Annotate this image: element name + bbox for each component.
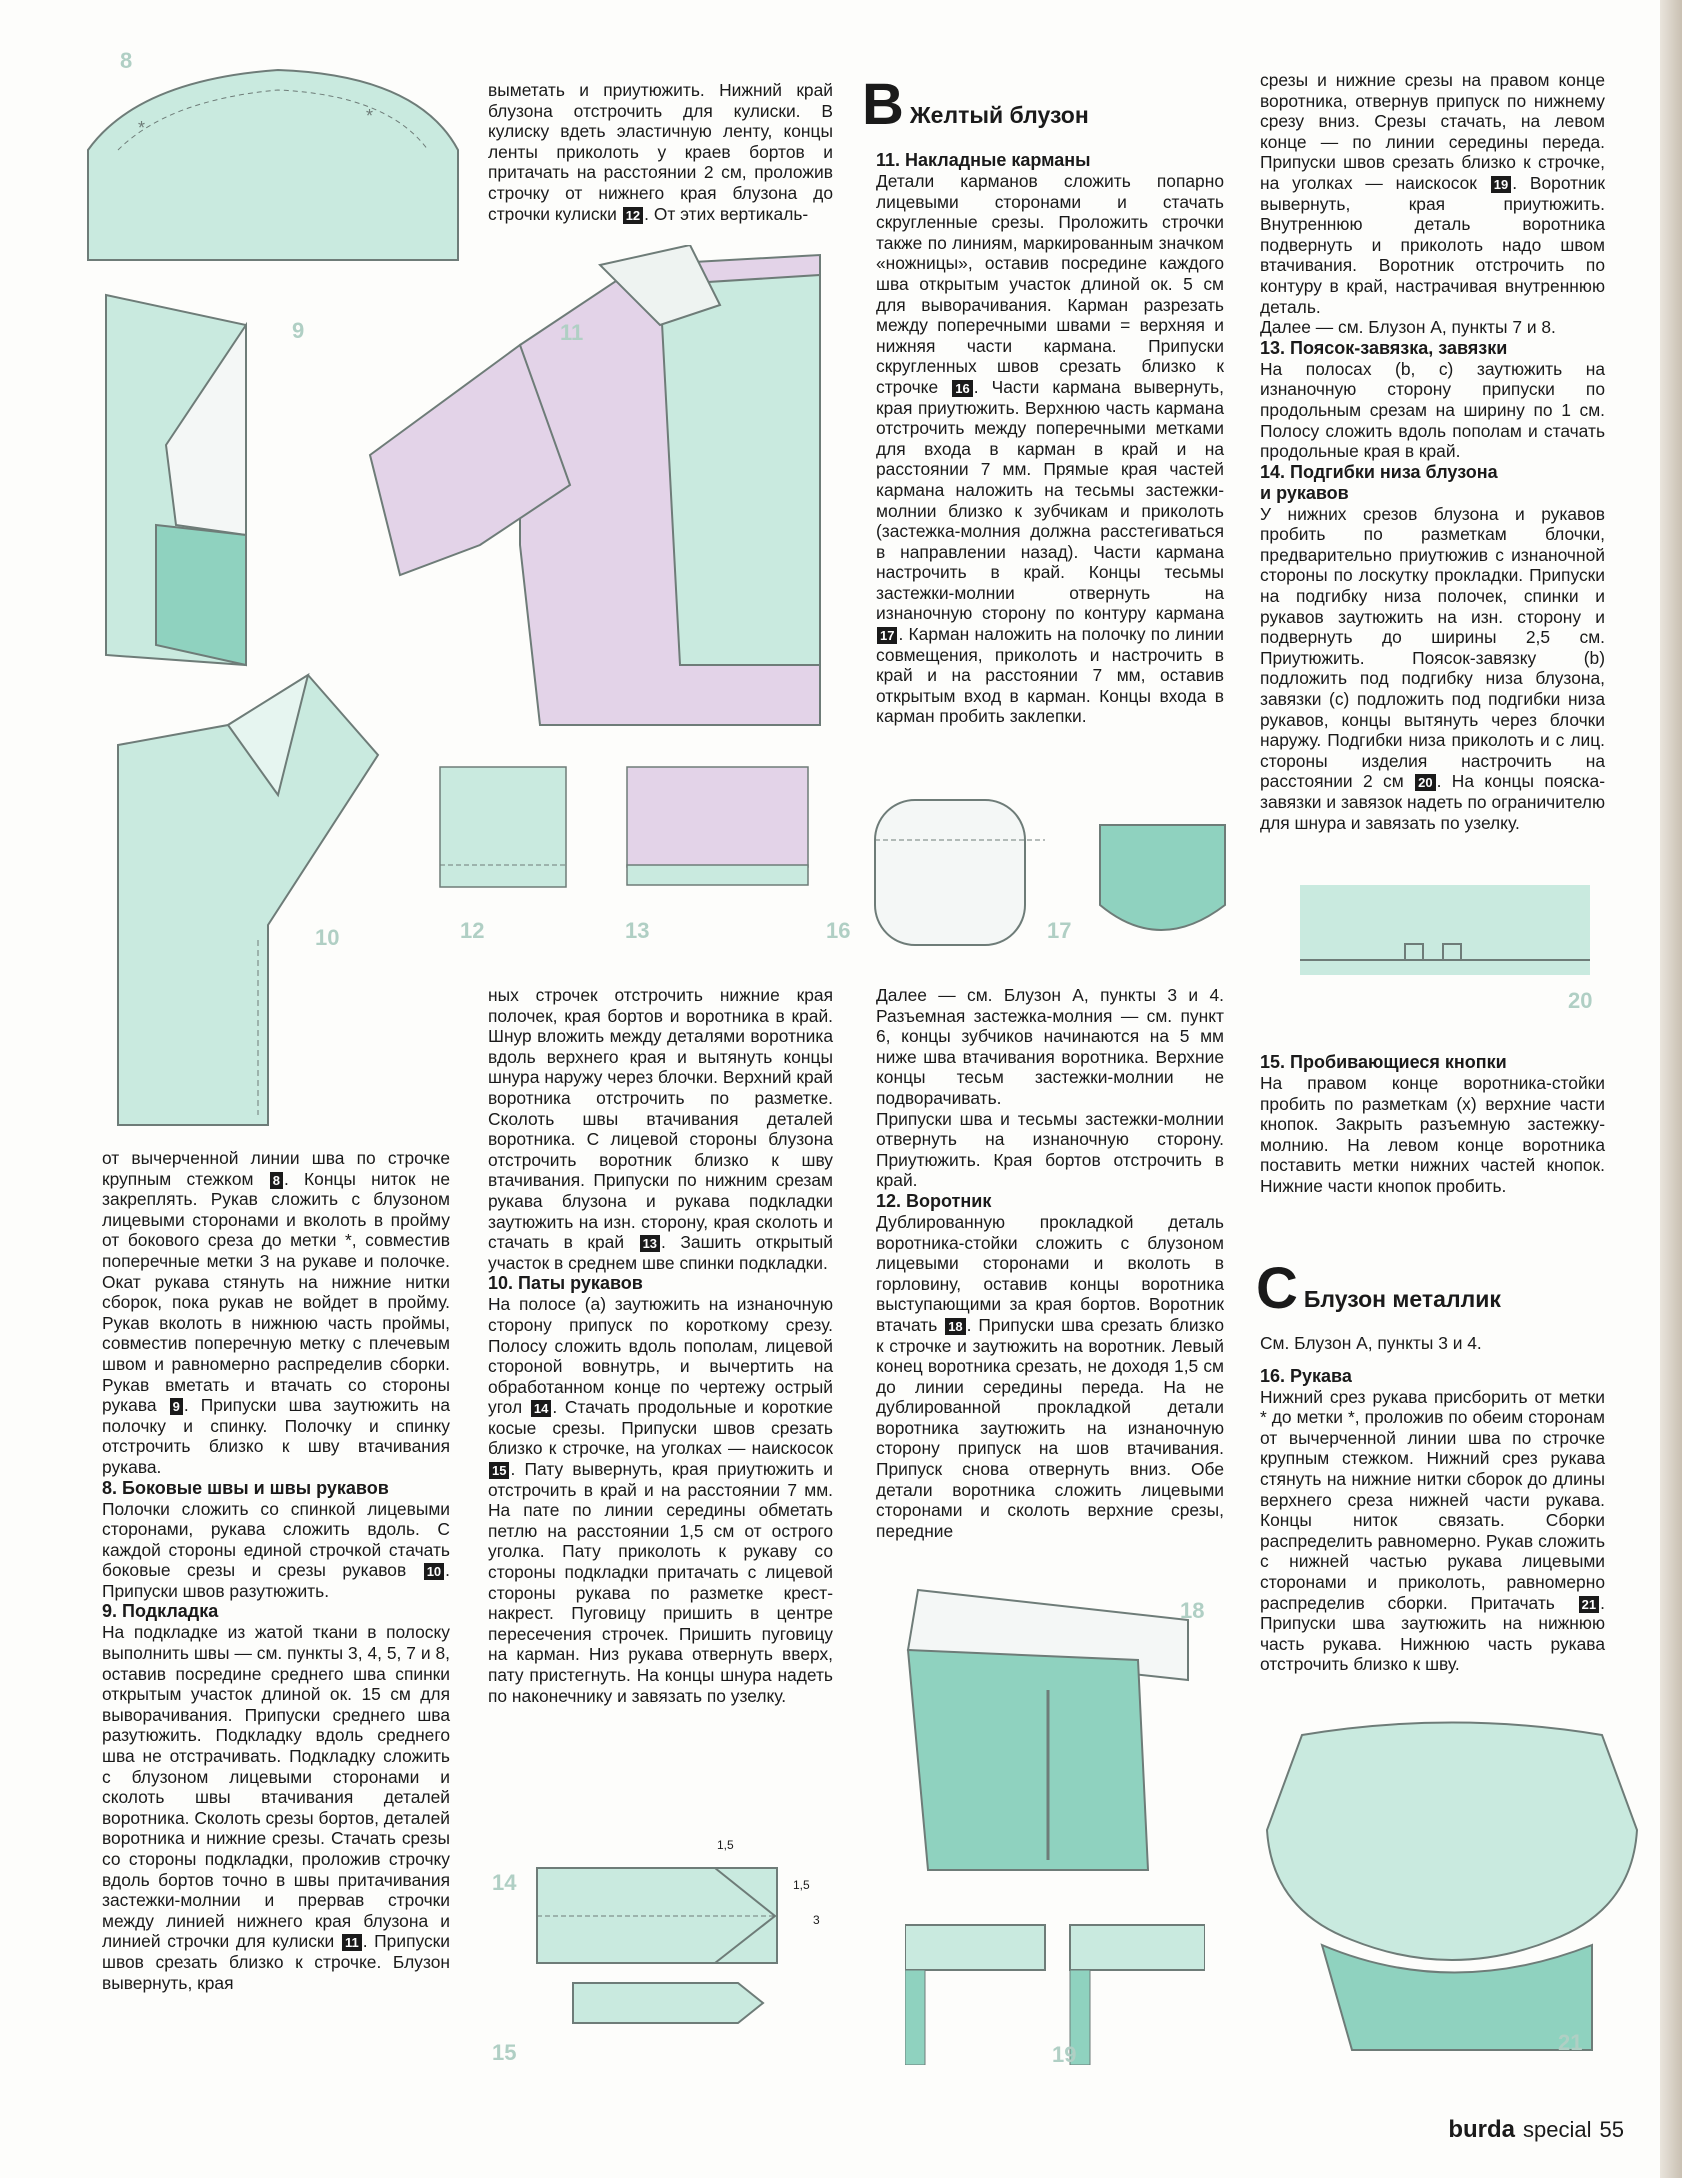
figure-8-sleeve-cap — [78, 50, 478, 270]
paragraph: На правом конце воротника-стойки пробить по разметкам (х) верхние части кнопок. Закрыть разъемную застежку-молнию. На левом конце воротника поставить метки нижних частей кнопок. Нижние части кнопок пробить. — [1260, 1073, 1605, 1196]
text: . От этих вертикаль- — [644, 203, 809, 224]
page-number: 55 — [1599, 2117, 1624, 2142]
figure-label: 10 — [315, 925, 340, 950]
text: Дублированную прокладкой деталь воротника-стойки сложить с блузоном лицевыми сторонами и вколоть в горловину, оставив концы воротника выступающими за края бортов. Воротник втачать — [876, 1211, 1224, 1335]
paragraph — [876, 171, 1224, 727]
figure-label: 13 — [625, 918, 650, 943]
text: . Припуски шва срезать близко к строчке и заутюжить на воротник. Левый конец воротника срезать, не доходя 1,5 см до линии середины переда. На не дублированной прокладкой детали воротника заутюжить на изнаночную сторону припуск на шов втачивания. Припуск снова отвернуть вниз. Обе детали воротника сложить лицевыми сторонами и сколоть верхние срезы, передние — [876, 1314, 1224, 1541]
figure-label: 20 — [1568, 988, 1593, 1013]
figure-ref: 14 — [531, 1400, 551, 1417]
figure-label: 8 — [120, 48, 133, 73]
column-2 — [488, 985, 833, 1706]
text: . На концы пояска-завязки и завязок надеть по ограничителю для шнура и завязать по узелку. — [1260, 771, 1605, 833]
heading-16: 16. Рукава — [1260, 1365, 1352, 1386]
heading-11: 11. Накладные карманы — [876, 150, 1091, 170]
figure-18-collar — [898, 1570, 1208, 1880]
heading-12: 12. Воротник — [876, 1190, 992, 1211]
figure-12-casing — [438, 765, 568, 890]
dimension-label: 1,5 — [793, 1878, 810, 1892]
column-1 — [102, 1148, 450, 1993]
paragraph — [102, 1499, 450, 1602]
text: . Части кармана вывернуть, края приутюжить. Верхнюю часть кармана отстрочить между поперечными метками для входа в карман в край и на расстоянии 7 мм. Прямые края частей кармана наложить на тесьмы застежки-молнии близко к зубчикам и приколоть (застежка-молния должна расстегиваться в направлении назад). Части кармана настрочить в край. Концы тесьмы застежки-молнии отвернуть на изнаночную сторону по контуру кармана — [876, 376, 1224, 624]
figure-ref: 19 — [1491, 176, 1511, 193]
figure-ref: 17 — [877, 627, 897, 644]
figure-13-hem — [625, 765, 810, 890]
magazine-edition: special — [1523, 2117, 1592, 2142]
dimension-label: 3 — [813, 1913, 820, 1927]
figure-ref: 11 — [342, 1934, 362, 1951]
heading-13: 13. Поясок-завязка, завязки — [1260, 337, 1508, 358]
figure-label: 11 — [560, 320, 584, 345]
text: выметать и приутюжить. Нижний край блузона отстрочить для кулиски. В кулиску вдеть эластичную ленту, концы ленты приколоть у краев бортов и притачать на расстоянии 2 см, проложив строчку от нижнего края блузона до строчки кулиски — [488, 80, 833, 224]
figure-label: 14 — [492, 1870, 517, 1895]
svg-text:*: * — [366, 106, 374, 126]
heading-14: 14. Подгибки низа блузона — [1260, 461, 1498, 482]
paragraph — [488, 80, 833, 224]
paragraph — [102, 1148, 450, 1478]
figure-ref: 18 — [945, 1318, 965, 1335]
figure-label: 17 — [1047, 918, 1072, 943]
figure-ref: 15 — [489, 1462, 509, 1479]
figure-ref: 9 — [170, 1398, 183, 1415]
section-letter: B — [862, 72, 904, 137]
figure-ref: 13 — [640, 1235, 660, 1252]
paragraph: Далее — см. Блузон А, пункты 7 и 8. — [1260, 317, 1556, 338]
section-b-heading — [862, 72, 1089, 137]
figure-14-tab — [535, 1838, 835, 1968]
paragraph: Припуски шва и тесьмы застежки-молнии отвернуть на изнаночную сторону. Приутюжить. Края бортов отстрочить в край. — [876, 1108, 1224, 1191]
figure-21-sleeve — [1262, 1710, 1642, 2055]
figure-label: 19 — [1052, 2042, 1077, 2067]
column-3 — [876, 985, 1224, 1541]
heading-15: 15. Пробивающиеся кнопки — [1260, 1052, 1507, 1072]
text: . Стачать продольные и короткие косые срезы. Припуски швов срезать близко к строчке, на уголках — наискосок — [488, 1397, 833, 1459]
column-4-mid — [1260, 1052, 1605, 1197]
section-title: Блузон металлик — [1303, 1286, 1501, 1312]
text: . Карман наложить на полочку по линии совмещения, приколоть и настрочить в край и на расстоянии 7 мм, оставив открытым вход в карман. Концы входа в карман пробить заклепки. — [876, 624, 1224, 727]
figure-ref: 20 — [1415, 774, 1435, 791]
text: . Припуски шва заутюжить на полочку и спинку. Полочку и спинку отстрочить близко к шву втачивания рукава. — [102, 1395, 450, 1477]
paragraph — [488, 985, 833, 1273]
text: Полочки сложить со спинкой лицевыми сторонами, рукава сложить вдоль. С каждой стороны единой строчкой стачать боковые срезы и срезы рукавов — [102, 1498, 450, 1581]
figure-15-tab-finished — [568, 1978, 768, 2028]
figure-20-hem-eyelets — [1295, 880, 1595, 1015]
heading-10: 10. Паты рукавов — [488, 1273, 643, 1294]
figure-label: 12 — [460, 918, 485, 943]
figure-ref: 12 — [623, 207, 643, 224]
text: срезы и нижние срезы на правом конце воротника, отвернув припуск по нижнему срезу вниз. Срезы стачать, на левом конце — по линии середины переда. Припуски швов срезать близко к строчке, на уголках — наискосок — [1260, 70, 1605, 193]
section-letter: C — [1256, 1256, 1298, 1321]
figure-11-jacket — [360, 245, 825, 745]
text: У нижних срезов блузона и рукавов пробить по разметкам блочки, предварительно приутюжив с изнаночной стороны по лоскутку прокладки. Припуски на подгибку низа полочек, спинки и рукавов заутюжить на изн. сторону и подвернуть до ширины 2,5 см. Приутюжить. Поясок-завязку (b) подложить под подгибку низа блузона, завязки (с) подложить под подгибки низа рукавов, концы вытянуть через блочки наружу. Подгибки низа приколоть и с лиц. стороны изделия настрочить на расстоянии 2 см — [1260, 503, 1605, 792]
brand-logo: burda — [1448, 2116, 1516, 2143]
text: Детали карманов сложить попарно лицевыми сторонами и стачать скругленные срезы. Проложить строчки также по линиям, маркированным значком «ножницы», оставив посредине каждого шва открытым участок длиной ок. 5 см для выворачивания. Карман разрезать между поперечными швами = верхняя и нижняя части кармана. Припуски скругленных швов срезать близко к строчке — [876, 171, 1224, 397]
figure-9-armhole — [96, 285, 266, 675]
figure-label: 18 — [1180, 1598, 1205, 1623]
column-4 — [1260, 70, 1605, 833]
section-c-heading — [1256, 1256, 1501, 1321]
figure-label: 16 — [826, 918, 851, 943]
figure-ref: 8 — [270, 1172, 283, 1189]
text: от вычерченной линии шва по строчке крупным стежком — [102, 1148, 450, 1189]
text: . Зашить открытый участок в среднем шве спинки подкладки. — [488, 1232, 833, 1273]
text: . Припуски швов разутюжить. — [102, 1560, 450, 1601]
paragraph: На полосах (b, c) заутюжить на изнаночную сторону припуски по продольным срезам на ширину по 1 см. Полосу сложить вдоль пополам и стачать продольные края в край. — [1260, 358, 1605, 462]
figure-label: 15 — [492, 2040, 517, 2065]
dimension-label: 1,5 — [717, 1838, 734, 1852]
svg-text:*: * — [138, 118, 146, 138]
page-footer — [1448, 2116, 1624, 2144]
text: На полосе (а) заутюжить на изнаночную сторону припуск по короткому срезу. Полосу сложить вдоль пополам, лицевой стороной вовнутрь, и вычертить на обработанном конце по чертежу острый угол — [488, 1294, 833, 1418]
figure-ref: 16 — [952, 380, 972, 397]
paragraph — [1260, 504, 1605, 834]
paragraph — [1260, 1387, 1605, 1675]
figure-ref: 10 — [424, 1563, 444, 1580]
figure-label: 9 — [292, 318, 305, 343]
heading-9: 9. Подкладка — [102, 1601, 219, 1622]
figure-label: 21 — [1558, 2030, 1583, 2055]
text: . Припуски швов срезать близко к строчке. Блузон вывернуть, края — [102, 1931, 450, 1993]
column-3-top — [876, 150, 1224, 727]
text: . Припуски шва заутюжить на нижнюю часть рукава. Нижнюю часть рукава отстрочить близко к шву. — [1260, 1592, 1605, 1675]
text: Нижний срез рукава присборить от метки * до метки *, проложив по обеим сторонам от вычерченной линии шва по строчке крупным стежком. Нижний срез рукава стянуть на нижние нитки сборок до длины верхнего среза нижней части рукава. Концы ниток связать. Сборки распределить равномерно. Рукав сложить с нижней частью рукава лицевыми сторонами и приколоть, равномерно распределив сборки. Притачать — [1260, 1386, 1605, 1613]
paragraph — [1260, 70, 1605, 317]
heading-8: 8. Боковые швы и швы рукавов — [102, 1477, 389, 1498]
paragraph: См. Блузон А, пункты 3 и 4. — [1260, 1333, 1482, 1353]
column-2-top — [488, 80, 833, 224]
heading-14-line2: и рукавов — [1260, 482, 1349, 503]
page-spine — [1660, 0, 1682, 2178]
paragraph — [488, 1294, 833, 1706]
section-title: Желтый блузон — [909, 102, 1089, 128]
text: На подкладке из жатой ткани в полоску выполнить швы — см. пункты 3, 4, 5, 7 и 8, оставив посредине среднего шва спинки открытым участок длиной ок. 15 см для выворачивания. Припуски среднего шва разутюжить. Подкладку вдоль среднего шва не отстрачивать. Подкладку сложить с блузоном лицевыми сторонами и сколоть швы втачивания деталей воротника. Сколоть срезы бортов, деталей воротника и нижние срезы. Стачать срезы со стороны подкладки, проложив строчку вдоль бортов точно в швы притачивания застежки-молнии и прервав строчки между линией нижнего края блузона и линией строчки для кулиски — [102, 1622, 450, 1952]
paragraph — [102, 1622, 450, 1993]
paragraph: Далее — см. Блузон А, пункты 3 и 4. Разъемная застежка-молния — см. пункт 6, концы зубчиков начинаются на 5 мм ниже шва втачивания воротника. Верхние концы тесьм застежки-молнии не подворачивать. — [876, 985, 1224, 1108]
text: . Концы ниток не закреплять. Рукав сложить с блузоном лицевыми сторонами и вколоть в пройму от бокового среза до метки *, совместив поперечные метки 3 на рукаве и полочке. Окат рукава стянуть на нижние нитки сборок, пока рукав не войдет в пройму. Рукав вколоть в нижнюю часть проймы, совместив поперечную метку с плечевым швом и равномерно распределив сборки. Рукав вметать и втачать со стороны рукава — [102, 1168, 450, 1416]
text: . Пату вывернуть, края приутюжить и отстрочить в край и на расстоянии 7 мм. На пате по линии середины обметать петлю на расстоянии 1,5 см от острого уголка. Пату приколоть к рукаву со стороны подкладки притачать с лицевой стороны рукава по разметке крест-накрест. Пуговицу пришить в центре пересечения строчек. Пришить пуговицу на карман. Низ рукава отвернуть вверх, пату пристегнуть. На концы шнура надеть по наконечнику и завязать по узелку. — [488, 1459, 833, 1706]
column-4-bottom — [1260, 1333, 1605, 1675]
text: ных строчек отстрочить нижние края полочек, края бортов и воротника в край. Шнур вложить между деталями воротника вдоль верхнего края и вытянуть концы шнура наружу через блочки. Верхний край воротника отстрочить по разметке. Сколоть швы втачивания деталей воротника. С лицевой стороны блузона отстрочить воротник близко к шву втачивания. Припуски по нижним срезам рукава блузона и рукава подкладки заутюжить на изн. сторону, края сколоть и стачать в край — [488, 985, 833, 1253]
paragraph — [876, 1212, 1224, 1542]
figure-ref: 21 — [1579, 1596, 1599, 1613]
text: . Воротник вывернуть, края приутюжить. Внутреннюю деталь воротника подвернуть и приколоть надо швом втачивания. Воротник отстрочить по контуру в край, настрачивая внутреннюю деталь. — [1260, 172, 1605, 317]
